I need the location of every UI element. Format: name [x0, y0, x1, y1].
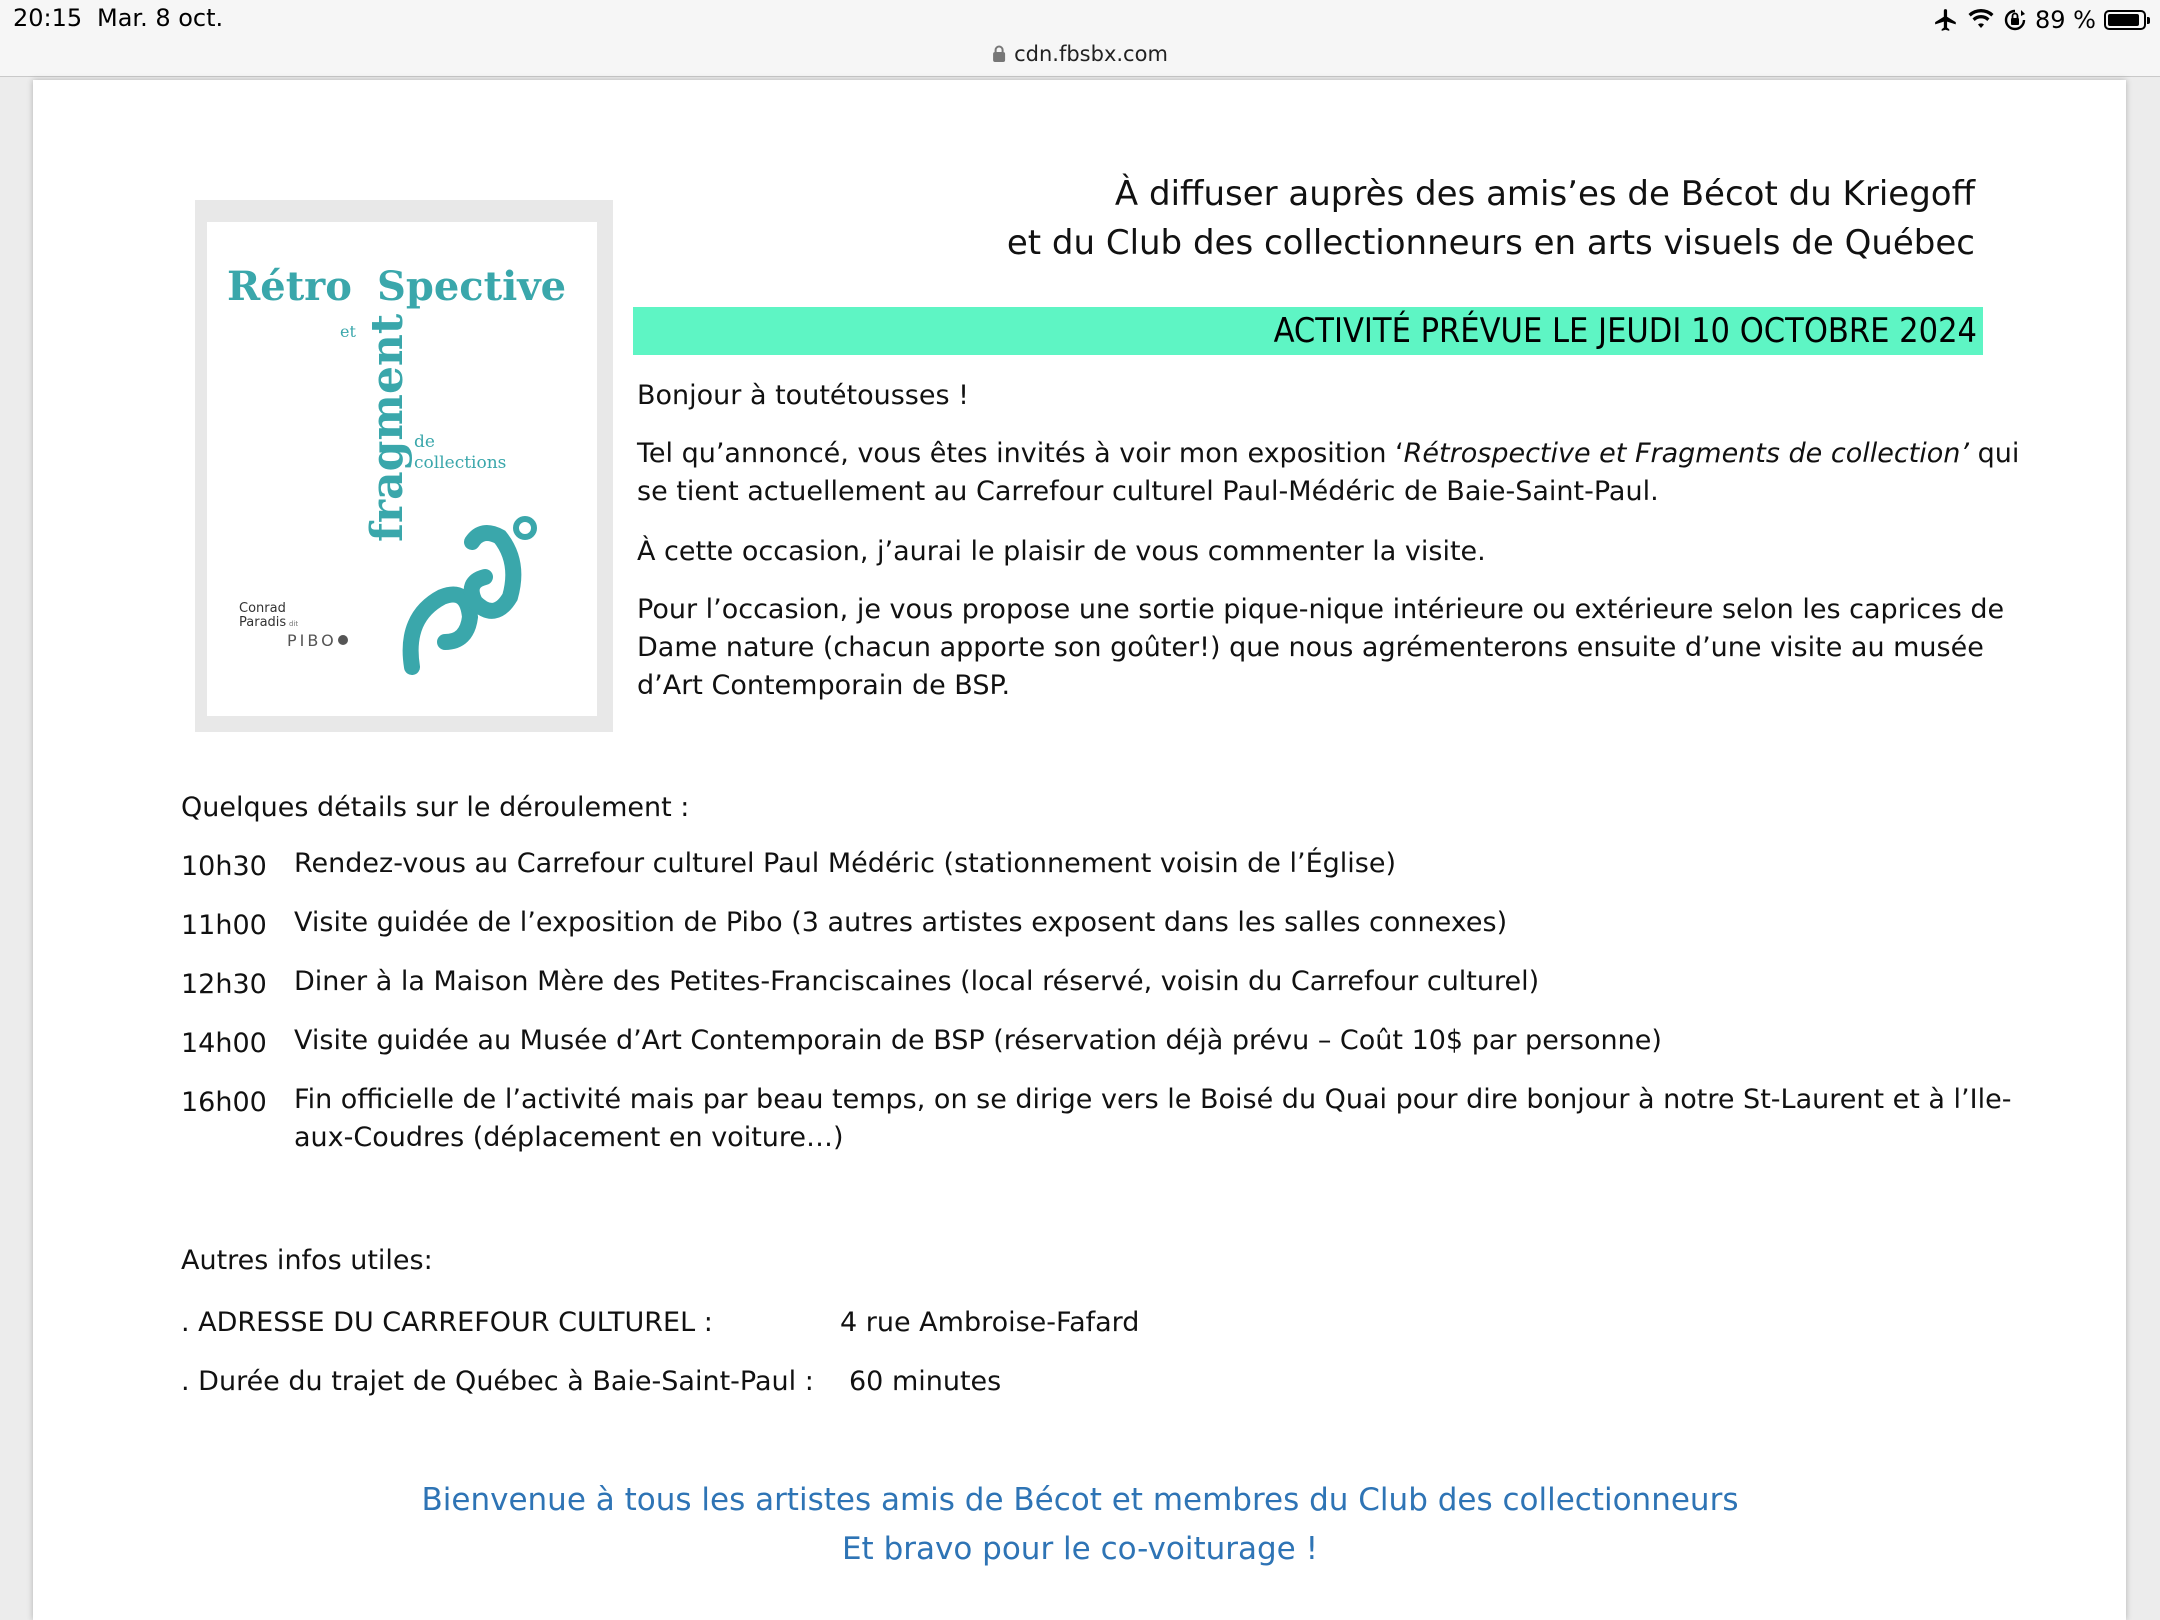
poster-collections: collections: [414, 453, 507, 473]
poster-card: [207, 222, 597, 716]
schedule-description: Rendez-vous au Carrefour culturel Paul Médéric (stationnement voisin de l’Église): [294, 848, 1396, 879]
poster-title-a: Rétro: [227, 263, 352, 310]
infos-heading: Autres infos utiles:: [181, 1245, 433, 1276]
poster-artist-dit: dit: [289, 620, 299, 628]
intro-paragraph-3-line-2: Dame nature (chacun apporte son goûter!) que nous agrémenterons ensuite d’une visite au musée: [637, 632, 1984, 663]
activity-date-banner: [633, 307, 1983, 355]
schedule-description: Diner à la Maison Mère des Petites-Franciscaines (local réservé, voisin du Carrefour culturel): [294, 966, 1540, 997]
poster-calligraphy: [411, 595, 470, 668]
header-line-1: À diffuser auprès des amis’es de Bécot du Kriegoff: [1114, 174, 1975, 214]
poster-artist-pibo: PIBO: [287, 631, 337, 650]
status-bar: [0, 0, 2160, 40]
orientation-lock-icon: [2003, 8, 2027, 32]
intro-paragraph-1: [637, 435, 2019, 473]
status-time: 20:15: [13, 4, 83, 32]
schedule-time: 12h30: [181, 969, 267, 1000]
airplane-icon: [1933, 7, 1959, 33]
address-value: 4 rue Ambroise-Fafard: [840, 1307, 1140, 1338]
closing-line-2: Et bravo pour le co-voiturage !: [841, 1531, 1319, 1567]
intro-p1-italic: Rétrospective et Fragments de collection’: [1403, 438, 1969, 469]
poster-title-b: Spective: [377, 263, 567, 310]
schedule-description: Visite guidée de l’exposition de Pibo (3 autres artistes exposent dans les salles connexes): [294, 907, 1508, 938]
poster-calligraphy-2: [472, 533, 514, 611]
url-display[interactable]: [992, 42, 1168, 66]
schedule-description: Visite guidée au Musée d’Art Contemporain de BSP (réservation déjà prévu – Coût 10$ par personne): [294, 1025, 1662, 1056]
poster-et: et: [340, 322, 356, 341]
intro-paragraph-3-line-1: Pour l’occasion, je vous propose une sortie pique-nique intérieure ou extérieure selon les caprices de: [637, 594, 2005, 625]
poster-fragment: fragment: [362, 313, 413, 542]
status-icons: [1933, 6, 2146, 34]
poster-de: de: [414, 432, 435, 452]
url-bar[interactable]: [0, 40, 2160, 77]
url-text: cdn.fbsbx.com: [1014, 42, 1168, 66]
schedule-heading: Quelques détails sur le déroulement :: [181, 792, 690, 823]
exhibition-poster: [195, 200, 613, 732]
duration-value: 60 minutes: [849, 1366, 1002, 1397]
intro-p1-a: Tel qu’annoncé, vous êtes invités à voir mon exposition ‘: [637, 438, 1404, 469]
schedule-time: 16h00: [181, 1087, 267, 1118]
wifi-icon: [1967, 8, 1995, 32]
battery-percent: 89 %: [2035, 6, 2096, 34]
poster-pibo-dot: [338, 635, 348, 645]
intro-paragraph-1-line-2: se tient actuellement au Carrefour culturel Paul-Médéric de Baie-Saint-Paul.: [637, 476, 1659, 507]
lock-icon: [992, 45, 1006, 63]
battery-icon: [2104, 10, 2146, 30]
status-date: Mar. 8 oct.: [97, 4, 224, 32]
intro-p1-b: qui: [1968, 438, 2020, 469]
intro-paragraph-2: À cette occasion, j’aurai le plaisir de vous commenter la visite.: [637, 536, 1486, 567]
poster-artwork: [207, 222, 597, 716]
address-label: . ADRESSE DU CARREFOUR CULTUREL :: [181, 1307, 713, 1338]
schedule-time: 10h30: [181, 851, 267, 882]
schedule-description-continued: aux-Coudres (déplacement en voiture…): [294, 1122, 844, 1153]
poster-artist-1: Conrad: [239, 601, 286, 616]
duration-label: . Durée du trajet de Québec à Baie-Saint-Paul :: [181, 1366, 814, 1397]
poster-dot: [516, 519, 534, 537]
schedule-description: Fin officielle de l’activité mais par beau temps, on se dirige vers le Boisé du Quai pour dire bonjour à notre St-Laurent et à l’Ile-: [294, 1084, 2012, 1115]
closing-line-1: Bienvenue à tous les artistes amis de Bécot et membres du Club des collectionneurs: [421, 1482, 1739, 1518]
header-line-2: et du Club des collectionneurs en arts visuels de Québec: [1006, 223, 1975, 263]
poster-artist-2: Paradis: [239, 615, 287, 630]
intro-paragraph-3-line-3: d’Art Contemporain de BSP.: [637, 670, 1011, 701]
activity-date-text: ACTIVITÉ PRÉVUE LE JEUDI 10 OCTOBRE 2024: [1273, 311, 1977, 351]
greeting: Bonjour à toutétousses !: [637, 380, 969, 411]
schedule-time: 14h00: [181, 1028, 267, 1059]
schedule-time: 11h00: [181, 910, 267, 941]
